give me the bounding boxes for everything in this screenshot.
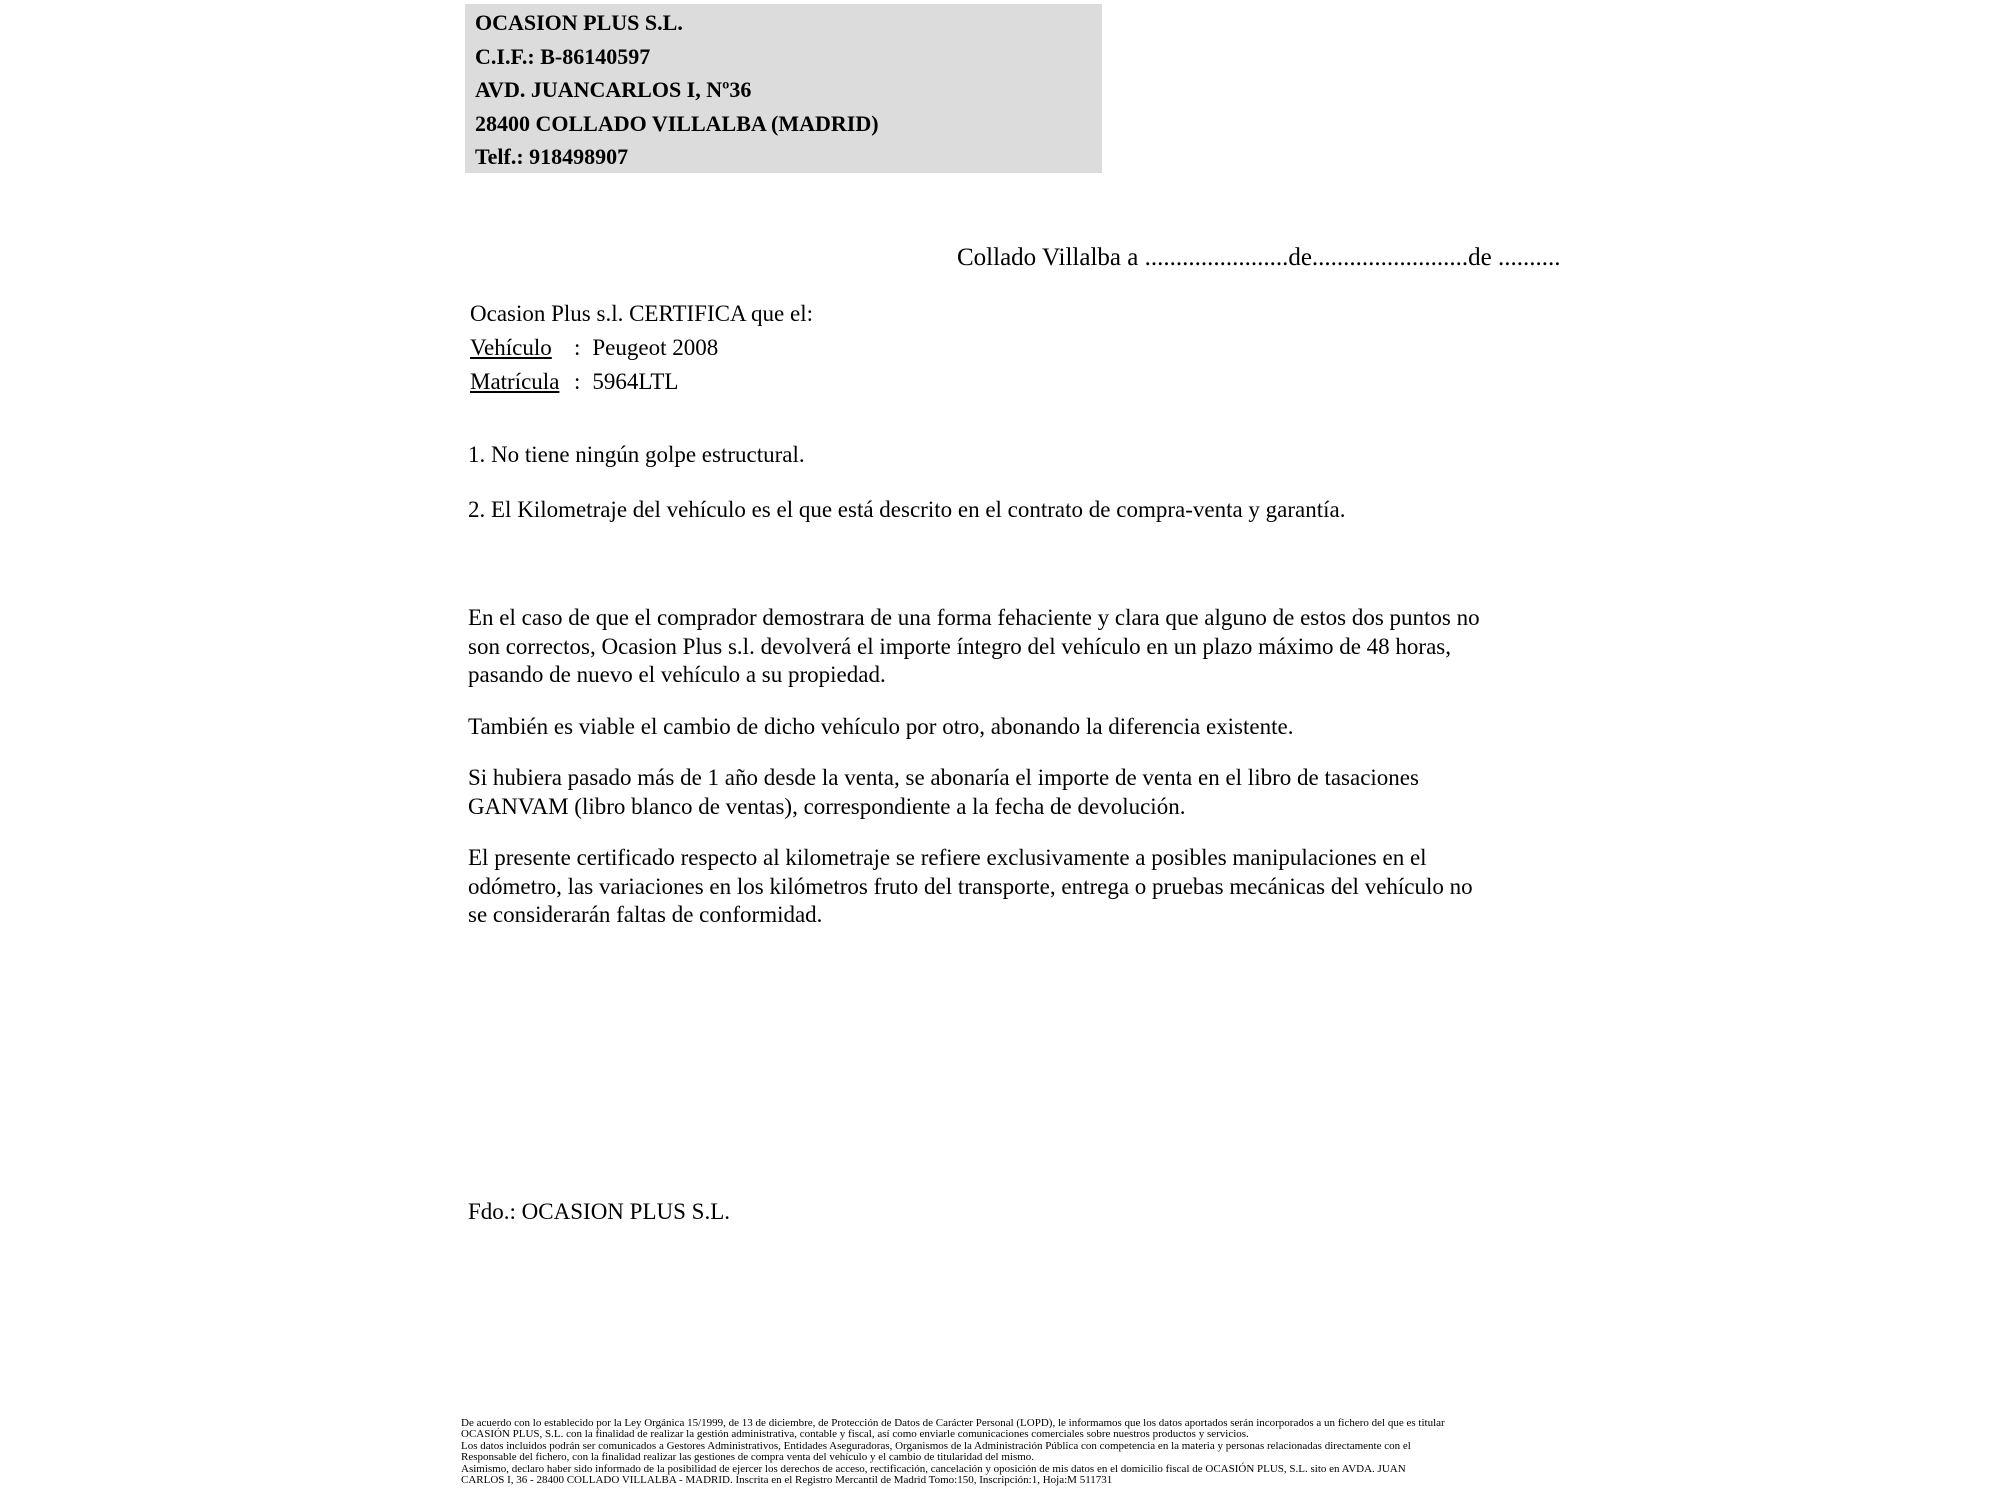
company-city: 28400 COLLADO VILLALBA (MADRID) [475,110,879,136]
vehicle-value: Peugeot 2008 [592,335,719,360]
plate-field-row [470,365,813,399]
certification-intro: Ocasion Plus s.l. CERTIFICA que el: [470,301,813,326]
company-name: OCASION PLUS S.L. [475,10,683,35]
vehicle-label: Vehículo [470,335,552,360]
fine-print-line: Asimismo, declaro haber sido informado de la posibilidad de ejercer los derechos de acceso, rectificación, cancelación y oposición de mis datos en el domicilio fiscal de OCASIÓN PLUS, S.L. sito en AVDA. JUAN [461,1462,1406,1475]
plate-value: 5964LTL [592,369,679,394]
paragraph-line: Si hubiera pasado más de 1 año desde la venta, se abonaría el importe de venta en el libro de tasaciones [468,765,1419,790]
fine-print-line: Los datos incluidos podrán ser comunicados a Gestores Administrativos, Entidades Aseguradoras, Organismos de la Administración Pública con competencia en la materia y personas relacionadas directamente con el [461,1439,1411,1452]
numbered-item-1: 1. No tiene ningún golpe estructural. [468,442,805,467]
vehicle-field-row [470,331,813,365]
company-cif: C.I.F.: B-86140597 [475,43,651,69]
paragraph-refund-guarantee [468,604,1480,690]
company-phone: Telf.: 918498907 [475,144,629,169]
fine-print-line: De acuerdo con lo establecido por la Ley Orgánica 15/1999, de 13 de diciembre, de Protección de Datos de Carácter Personal (LOPD), le informamos que los datos aportados serán incorporados a un fichero del que es titular [461,1417,1445,1429]
paragraph-exchange-option [468,713,1293,742]
paragraph-line: También es viable el cambio de dicho vehículo por otro, abonando la diferencia existente. [468,714,1294,739]
vehicle-separator: : [574,335,581,360]
certification-block [470,297,813,399]
fine-print-line: Responsable del fichero, con la finalidad realizar las gestiones de compra venta del vehículo y el cambio de titularidad del mismo. [461,1451,1035,1464]
company-header-box [465,4,1102,173]
paragraph-line: se considerarán faltas de conformidad. [468,902,823,927]
paragraph-line: GANVAM (libro blanco de ventas), correspondiente a la fecha de devolución. [468,793,1186,819]
paragraph-line: El presente certificado respecto al kilometraje se refiere exclusivamente a posibles manipulaciones en el [468,845,1427,870]
paragraph-line: pasando de nuevo el vehículo a su propiedad. [468,662,886,687]
paragraph-ganvam-valuation [468,764,1419,821]
numbered-item-2: 2. El Kilometraje del vehículo es el que está descrito en el contrato de compra-venta y garantía. [468,497,1346,522]
date-line: Collado Villalba a .......................de.........................de .......... [957,244,1561,271]
fine-print-line: CARLOS I, 36 - 28400 COLLADO VILLALBA - MADRID. Inscrita en el Registro Mercantil de Madrid Tomo:150, Inscripción:1, Hoja:M 511731 [461,1474,1113,1487]
legal-fine-print [461,1418,1445,1486]
fine-print-line: OCASIÓN PLUS, S.L. con la finalidad de realizar la gestión administrativa, contable y fiscal, así como enviarle comunicaciones comerciales sobre nuestros productos y servicios. [461,1428,1249,1441]
signature-line: Fdo.: OCASION PLUS S.L. [468,1199,730,1224]
paragraph-line: odómetro, las variaciones en los kilómetros fruto del transporte, entrega o pruebas mecánicas del vehículo no [468,873,1473,899]
plate-separator: : [574,369,581,394]
paragraph-line: son correctos, Ocasion Plus s.l. devolverá el importe íntegro del vehículo en un plazo máximo de 48 horas, [468,633,1452,659]
company-address: AVD. JUANCARLOS I, Nº36 [475,77,752,102]
paragraph-line: En el caso de que el comprador demostrara de una forma fehaciente y clara que alguno de estos dos puntos no [468,605,1480,630]
plate-label: Matrícula [470,369,560,394]
paragraph-odometer-disclaimer [468,844,1473,930]
